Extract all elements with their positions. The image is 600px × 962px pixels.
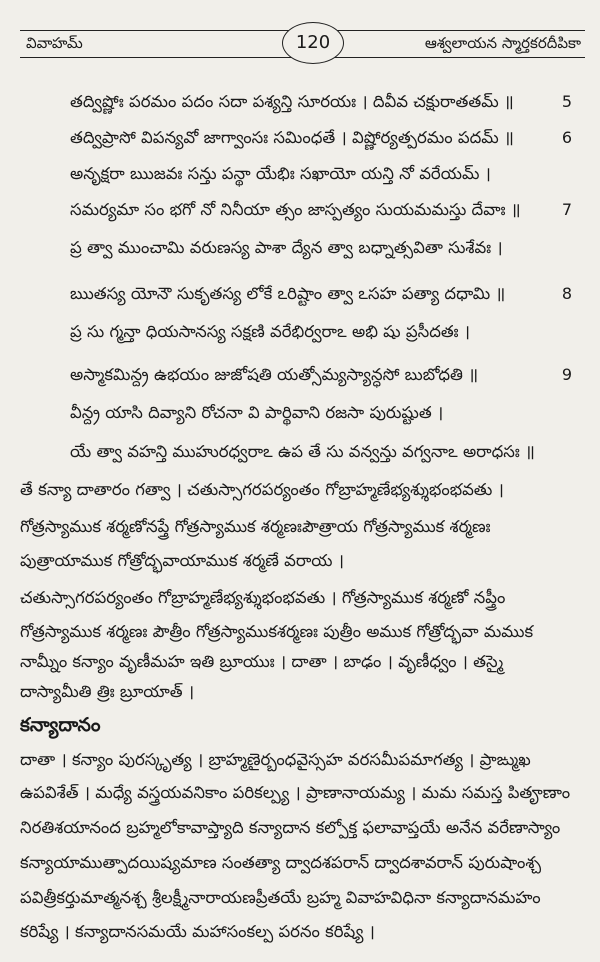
verse-line: ప్ర సు గ్మన్తా ధియసానస్య సక్షణి వరేభిర్వరాఽ అభి షు ప్రసీదతః । xyxy=(70,322,471,341)
verse-number: 6 xyxy=(561,128,572,147)
verse-line: యే త్వా వహన్తి ముహురధ్వరాఽ ఉప తే సు వన్వన్తు వగ్వనాఽ అరాధసః ॥ xyxy=(70,442,535,461)
verse-number: 7 xyxy=(561,200,572,219)
header-right-title: ఆశ్వలాయన స్మార్తకరదీపికా xyxy=(424,34,581,52)
section-line: ఉపవిశేత్ । మధ్యే వస్త్రయవనికాం పరికల్ప్య । ప్రాణానాయమ్య । మమ సమస్త పితౄణాం xyxy=(20,783,571,802)
prose-line: గోత్రస్యాముక శర్మణః పౌత్రీం గోత్రస్యాముకశర్మణః పుత్రీం అముక గోత్రోద్భవా మముక xyxy=(20,622,534,641)
section-line: నిరతిశయానంద బ్రహ్మలోకావాప్త్యాది కన్యాదాన కల్పోక్త ఫలావాప్తయే అనేన వరేణాస్యాం xyxy=(20,818,561,837)
section-heading: కన్యాదానం xyxy=(20,714,101,736)
section-line: కన్యాయాముత్పాదయిష్యమాణ సంతత్యా ద్వాదశపరాన్ ద్వాదశావరాన్ పురుషాంశ్చ xyxy=(20,853,542,872)
prose-line: గోత్రస్యాముక శర్మణోనప్త్రే గోత్రస్యాముక శర్మణఃపౌత్రాయ గోత్రస్యాముక శర్మణః xyxy=(20,517,491,536)
section-line: కరిష్యే । కన్యాదానసమయే మహాసంకల్ప పరనం కరిష్యే । xyxy=(20,922,375,941)
header-left-title: వివాహమ్ xyxy=(26,34,83,52)
verse-number: 9 xyxy=(561,365,572,384)
prose-line: నామ్నీం కన్యాం వృణీమహ ఇతి బ్రూయుః । దాతా । బాఢం । వృణీధ్వం । తస్మై xyxy=(20,652,504,671)
section-line: పవిత్రీకర్తుమాత్మనశ్చ శ్రీలక్ష్మీనారాయణప్రీతయే బ్రహ్మ వివాహవిధినా కన్యాదానమహం xyxy=(20,888,541,907)
page-number: 120 xyxy=(282,22,344,64)
verse-line: అనృక్షరా ఋజవః సన్తు పన్థా యేభిః సఖాయో యన్తి నో వరేయమ్ । xyxy=(70,164,491,183)
prose-line: తే కన్యా దాతారం గత్వా । చతుస్సాగరపర్యంతం గోబ్రాహ్మణేభ్యశ్శుభంభవతు । xyxy=(20,480,504,499)
prose-line: చతుస్సాగరపర్యంతం గోబ్రాహ్మణేభ్యశ్శుభంభవతు । గోత్రస్యాముక శర్మణో నప్త్రీం xyxy=(20,588,506,607)
verse-number: 5 xyxy=(561,92,572,111)
verse-line: తద్విష్ణోః పరమం పదం సదా పశ్యన్తి సూరయః । దివీవ చక్షురాతతమ్ ॥ 5 xyxy=(70,92,572,111)
running-header xyxy=(20,30,585,58)
section-line: దాతా । కన్యాం పురస్కృత్య । బ్రాహ్మణైర్బంధవైస్సహ వరసమీపమాగత్య । ప్రాఙ్ముఖ xyxy=(20,750,531,769)
verse-number: 8 xyxy=(561,284,572,303)
prose-line: పుత్రాయాముక గోత్రోద్భవాయాముక శర్మణే వరాయ । xyxy=(20,551,345,570)
verse-line: వీన్ద్ర యాసి దివ్యాని రోచనా వి పార్థివాని రజసా పురుష్టుత । xyxy=(70,403,444,422)
verse-line: సమర్యమా సం భగో నో నినీయా త్సం జాస్పత్యం సుయమమస్తు దేవాః ॥ 7 xyxy=(70,200,572,219)
prose-line: దాస్యామీతి త్రిః బ్రూయాత్ । xyxy=(20,682,195,701)
verse-line: ప్ర త్వా ముంచామి వరుణస్య పాశా ద్యేన త్వా బధ్నాత్సవితా సుశేవః । xyxy=(70,238,503,257)
verse-line: ఋతస్య యోనౌ సుకృతస్య లోకే ఽరిష్టాం త్వా ఽసహ పత్యా దధామి ॥ 8 xyxy=(70,284,572,303)
verse-line: తద్విప్రాసో విపన్యవో జాగ్వాంసః సమింధతే । విష్ణోర్యత్పరమం పదమ్ ॥ 6 xyxy=(70,128,572,147)
verse-line: అస్మాకమిన్ద్ర ఉభయం జుజోషతి యత్సోమ్యస్యాన్ధసో బుబోధతి ॥ 9 xyxy=(70,365,572,384)
